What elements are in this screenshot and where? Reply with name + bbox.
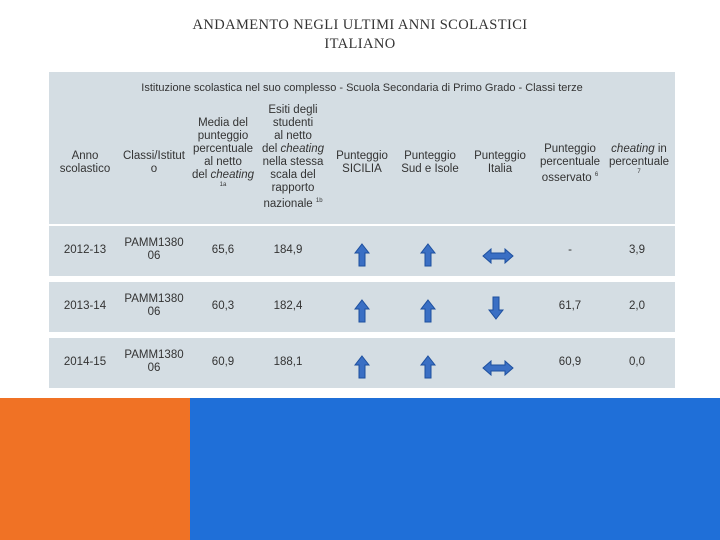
slide-title-line2: ITALIANO — [324, 36, 396, 52]
arrow-down-icon — [488, 296, 504, 320]
header-anno: Anno scolastico — [59, 150, 111, 175]
cell-cheating: 3,9 — [629, 244, 645, 256]
cell-osservato: - — [568, 244, 572, 256]
cell-esiti: 182,4 — [273, 300, 303, 312]
slide-title — [0, 16, 720, 54]
arrow-up-icon — [420, 355, 436, 379]
cell-classe: PAMM1380 06 — [124, 349, 184, 374]
header-osservato: Punteggio percentuale osservato $^6$ — [539, 143, 601, 184]
slide-title-line1: ANDAMENTO NEGLI ULTIMI ANNI SCOLASTICI — [192, 17, 528, 33]
cell-media: 60,9 — [211, 356, 235, 368]
cell-cheating: 0,0 — [629, 356, 645, 368]
cell-classe: PAMM1380 06 — [124, 293, 184, 318]
arrow-left-right-icon — [482, 248, 514, 264]
cell-classe: PAMM1380 06 — [124, 237, 184, 262]
cell-esiti: 188,1 — [273, 356, 303, 368]
arrow-left-right-icon — [482, 360, 514, 376]
footer-slant — [150, 398, 200, 540]
cell-media: 65,6 — [211, 244, 235, 256]
footer-blue-band — [184, 398, 720, 540]
header-classi: Classi/Istitut o — [123, 150, 185, 175]
cell-anno: 2014-15 — [63, 356, 107, 368]
header-cheating: cheating in percentuale 7 — [608, 143, 670, 175]
arrow-up-icon — [354, 243, 370, 267]
cell-cheating: 2,0 — [629, 300, 645, 312]
cell-esiti: 184,9 — [273, 244, 303, 256]
cell-anno: 2013-14 — [63, 300, 107, 312]
table-caption: Istituzione scolastica nel suo complesso - Scuola Secondaria di Primo Grado - Classi terze — [141, 82, 583, 94]
cell-anno: 2012-13 — [63, 244, 107, 256]
header-sicilia: Punteggio SICILIA — [336, 150, 388, 175]
header-sud: Punteggio Sud e Isole — [401, 150, 459, 175]
header-esiti: Esiti degli studenti al netto del cheating nella stessa scala del rapporto nazionale $^{1b}$ — [261, 104, 325, 210]
cell-osservato: 60,9 — [558, 356, 582, 368]
header-italia: Punteggio Italia — [474, 150, 526, 175]
arrow-up-icon — [354, 355, 370, 379]
arrow-up-icon — [354, 299, 370, 323]
arrow-up-icon — [420, 243, 436, 267]
cell-media: 60,3 — [211, 300, 235, 312]
cell-osservato: 61,7 — [558, 300, 582, 312]
arrow-up-icon — [420, 299, 436, 323]
header-media: Media del punteggio percentuale al netto del cheating 1a — [191, 117, 255, 188]
